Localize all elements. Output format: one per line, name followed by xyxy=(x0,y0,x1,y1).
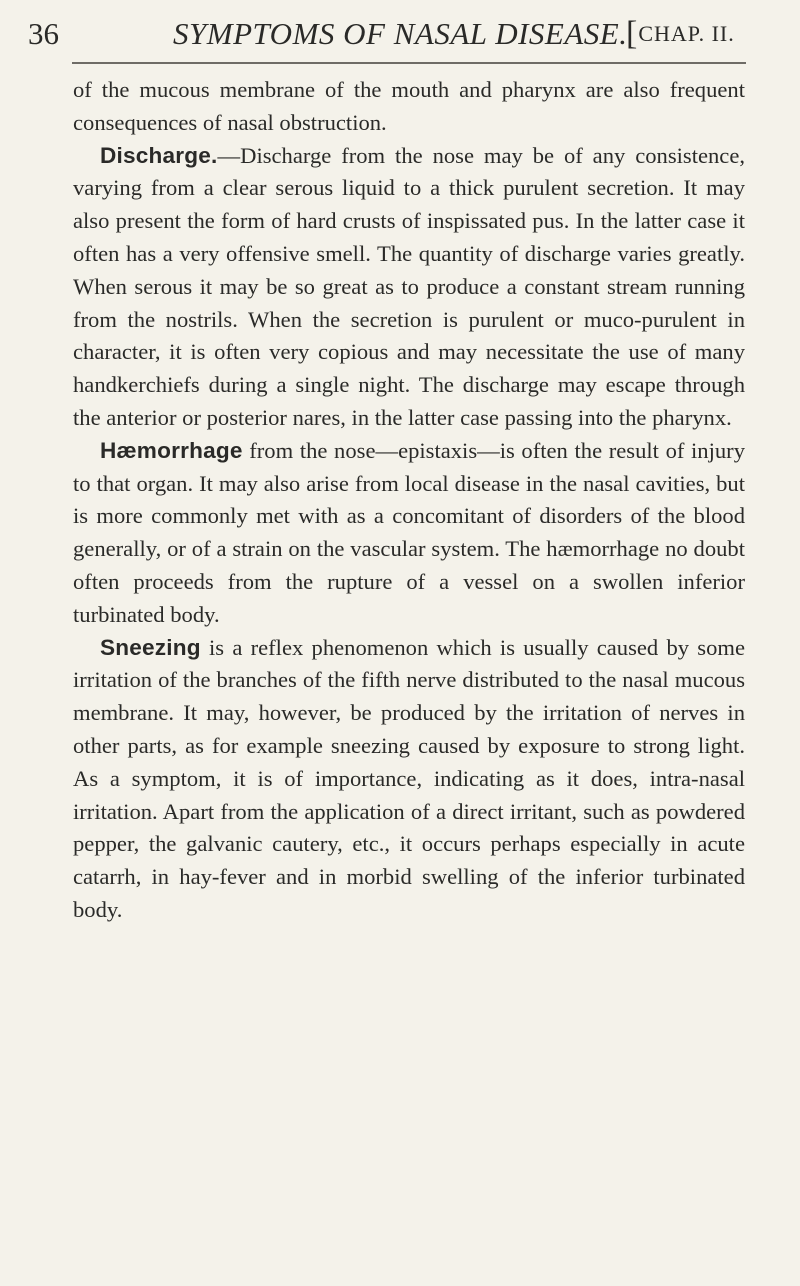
section-heading-haemorrhage: Hæmorrhage xyxy=(100,437,243,463)
body-text xyxy=(73,74,745,927)
chapter-reference xyxy=(626,14,735,54)
section-heading-sneezing: Sneezing xyxy=(100,634,201,660)
paragraph-sneezing xyxy=(73,632,745,927)
chapter-label: CHAP. II. xyxy=(638,21,735,46)
paragraph-haemorrhage xyxy=(73,435,745,632)
paragraph-text: of the mucous membrane of the mouth and pharynx are also frequent consequences of nasal obstruction. xyxy=(73,77,745,135)
bracket-glyph: [ xyxy=(626,15,639,52)
running-head xyxy=(28,14,770,54)
paragraph-continuation xyxy=(73,74,745,140)
paragraph-text: —Discharge from the nose may be of any consistence, varying from a clear serous liquid to a thick purulent secretion. It may also present the form of hard crusts of inspissated pus. In the latter case it often has a very offensive smell. The quantity of discharge varies greatly. When serous it may be so great as to produce a constant stream running from the nostrils. When the secretion is purulent or muco-purulent in character, it is often very copious and may necessitate the use of many handkerchiefs during a single night. The discharge may escape through the anterior or posterior nares, in the latter case passing into the pharynx. xyxy=(73,142,745,430)
paragraph-discharge xyxy=(73,140,745,435)
paragraph-text: is a reflex phenomenon which is usually caused by some irritation of the branches of the fifth nerve distributed to the nasal mucous membrane. It may, however, be produced by the irritation of nerves in other parts, as for example sneezing caused by exposure to strong light. As a symptom, it is of importance, indicating as it does, intra-nasal irritation. Apart from the application of a direct irritant, such as powdered pepper, the galvanic cautery, etc., it occurs perhaps especially in acute catarrh, in hay-fever and in morbid swelling of the inferior turbinated body. xyxy=(73,634,745,922)
paragraph-text: from the nose—epistaxis—is often the result of injury to that organ. It may also arise from local disease in the nasal cavities, but is more commonly met with as a concomitant of disorders of the blood generally, or of a strain on the vascular system. The hæmorrhage no doubt often proceeds from the rupture of a vessel on a swollen inferior turbinated body. xyxy=(73,437,745,627)
header-rule xyxy=(72,62,746,64)
section-heading-discharge: Discharge. xyxy=(100,142,218,168)
running-title: SYMPTOMS OF NASAL DISEASE. xyxy=(173,16,628,51)
page-number: 36 xyxy=(28,16,59,51)
